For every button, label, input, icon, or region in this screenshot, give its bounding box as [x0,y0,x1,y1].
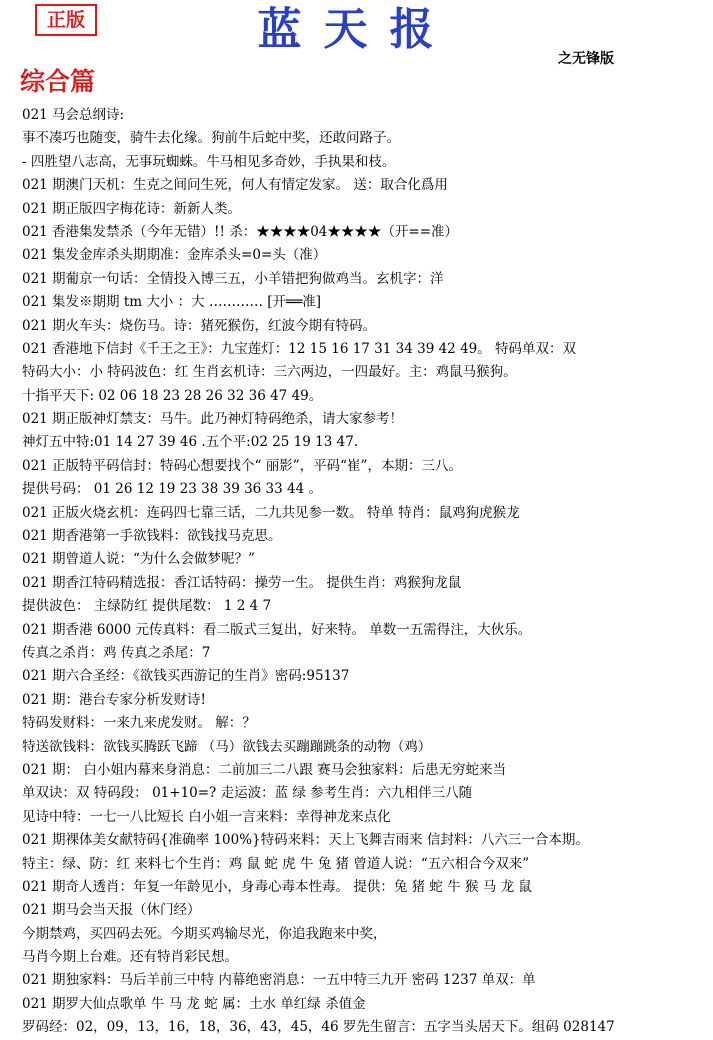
text-line: 021 期正版神灯禁支：马牛。此乃神灯特码绝杀，请大家参考！ [22,411,404,428]
text-line: 特码大小：小 特码波色：红 生肖玄机诗：三六两边，一四最好。主：鸡鼠马猴狗。 [22,364,517,381]
text-line: 021 期奇人透肖：年复一年龄见小，身毒心毒本性毒。 提供：兔 猪 蛇 牛 猴 马 龙 鼠 [22,878,532,895]
text-line: 021 期香江特码精选报：香江话特码：操劳一生。 提供生肖：鸡猴狗龙鼠 [22,574,462,591]
text-line: 021 马会总纲诗: [22,107,125,123]
text-line: 021 期： 白小姐内幕来身消息：二前加三二八跟 赛马会独家料：后患无穷蛇来当 [22,761,507,778]
text-line: 罗码经：02，09，13，16，18，36，43，45，46 罗先生留言：五字当头居天下。组码 028147 [22,1019,615,1036]
section-heading: 综合篇 [20,67,96,96]
text-line: 今期禁鸡，买四码去死。今期买鸡输尽光，你追我跑来中奖， [22,925,387,942]
text-line: 021 正版特平码信封：特码心想要找个“ 丽影”，平码“崔”，本期：三八。 [22,457,462,474]
text-line: 021 香港集发禁杀（今年无错）!! 杀：★★★★04★★★★（开==准） [22,223,459,240]
text-line: 021 期火车头：烧伤马。诗：猪死猴伤，红波今期有特码。 [22,317,377,334]
text-line: 021 期澳门天机：生克之间问生死，何人有情定发家。 送：取合化爲用 [22,177,448,194]
text-line: 021 期裸体美女献特码{准确率 100%}特码来料：天上飞舞吉雨来 信封料：八六三一合本期。 [22,832,589,849]
text-line: 021 集发※期期 tm 大小 ：大 ………… [开══准] [22,294,322,311]
text-line: 021 香港地下信封《千王之王》：九宝莲灯：12 15 16 17 31 34 39 42 49。 特码单双：双 [22,340,577,357]
text-line: 十指平天下: 02 06 18 23 28 26 32 36 47 49。 [22,387,323,404]
text-line: 特主：绿、防：红 来料七个生肖：鸡 鼠 蛇 虎 牛 兔 猪 曾道人说：“五六相合今双来” [22,855,530,872]
text-line: 021 期罗大仙点歌单 牛 马 龙 蛇 属：土水 单红绿 杀值金 [22,995,366,1012]
content-lines [22,104,712,1040]
text-line: 见诗中特：一七一八比短长 白小姐一言来料：幸得神龙来点化 [22,808,391,825]
text-line: - 四胜望八志高，无事玩蜘蛛。牛马相见多奇妙，手执果和枝。 [22,153,396,170]
text-line: 马肖今期上台难。还有特肖彩民想。 [22,949,238,966]
text-line: 021 期香港第一手欲钱料：欲钱找马克思。 [22,528,282,545]
text-line: 021 集发金库杀头期期准：金库杀头=0=头（准） [22,247,327,264]
text-line: 提供号码： 01 26 12 19 23 38 39 36 33 44 。 [22,481,322,498]
edition-badge: 正版 [35,4,97,36]
page-title: 蓝天报 [257,4,456,55]
text-line: 021 期：港台专家分析发财诗! [22,691,206,708]
text-line: 021 期香港 6000 元传真料：看二版式三复出，好来特。 单数一五需得注，大伙乐。 [22,621,532,638]
text-line: 单双诀：双 特码段： 01+10=? 走运波：蓝 绿 参考生肖：六九相伴三八随 [22,785,473,802]
text-line: 021 正版火烧玄机：连码四七靠三话，二九共见参一数。 特单 特肖：鼠鸡狗虎猴龙 [22,504,520,521]
text-line: 特码发财料：一来九来虎发财。 解：？ [22,715,256,732]
text-line: 传真之杀肖：鸡 传真之杀尾：7 [22,644,211,661]
text-line: 事不凑巧也随变，骑牛去化缘。狗前牛后蛇中奖，还敢问路子。 [22,130,400,147]
text-line: 特送欲钱料：欲钱买腾跃飞蹄 （马）欲钱去买蹦蹦跳条的动物（鸡） [22,738,432,755]
text-line: 021 期正版四字梅花诗：新新人类。 [22,200,242,217]
text-line: 021 期独家料：马后羊前三中特 内幕绝密消息：一五中特三九开 密码 1237 单双：单 [22,972,536,989]
text-line: 神灯五中特:01 14 27 39 46 .五个平:02 25 19 13 47. [22,434,359,451]
text-line: 021 期葡京一句话：全情投入博三五，小羊错把狗做鸡当。玄机字：洋 [22,270,444,287]
text-line: 021 期六合圣经：《欲钱买西游记的生肖》密码:95137 [22,668,350,685]
text-line: 021 期马会当天报（休门经） [22,902,201,919]
text-line: 提供波色： 主绿防红 提供尾数： 1 2 4 7 [22,598,272,615]
edition-label: 之无锋版 [558,51,614,67]
text-line: 021 期曾道人说：“为什么会做梦呢？” [22,551,255,568]
